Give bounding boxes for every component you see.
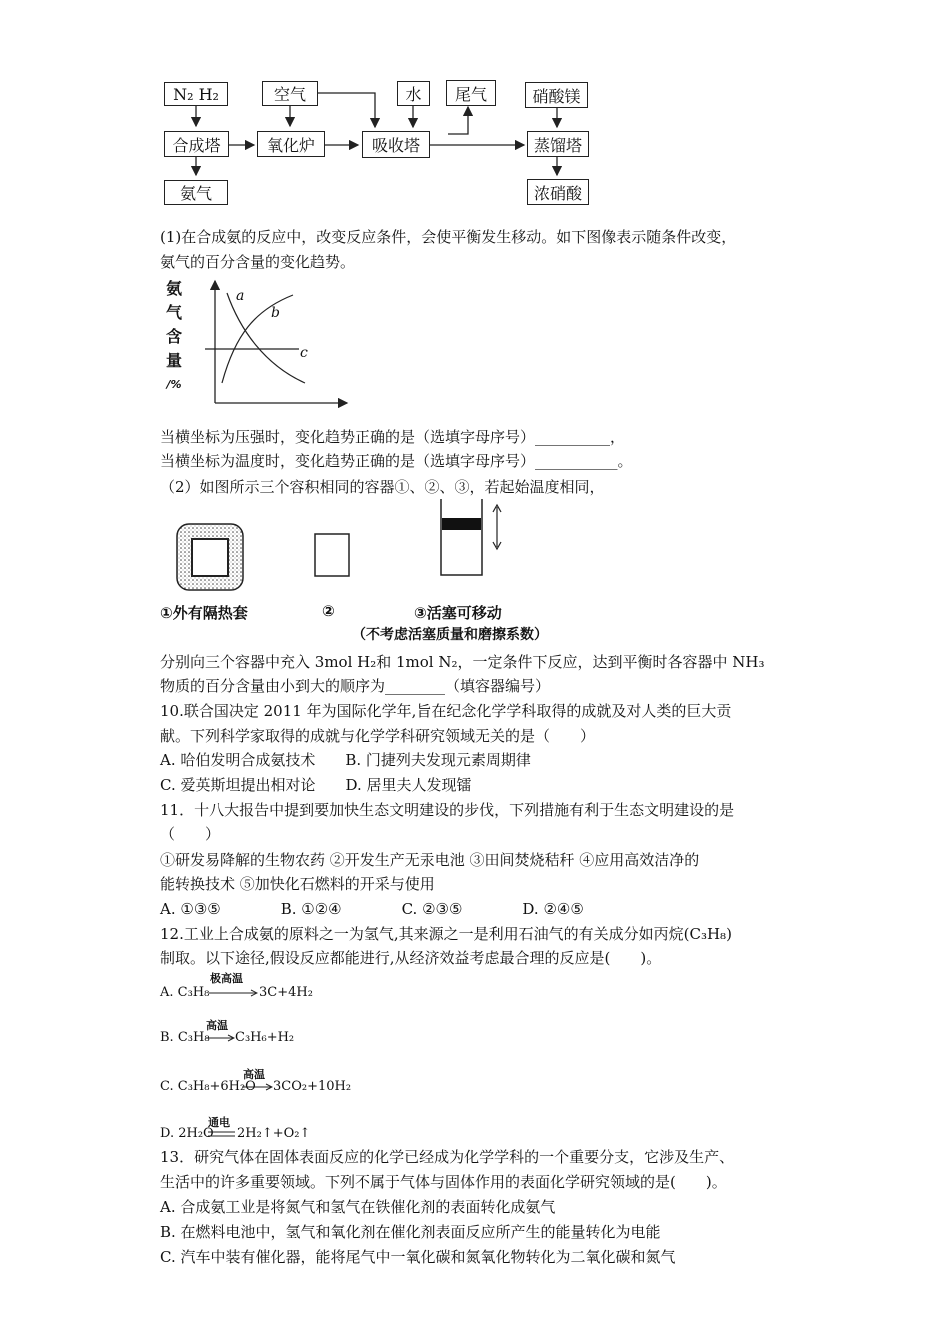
q13-option-c: C. 汽车中装有催化器，能将尾气中一氧化碳和氮氧化物转化为二氧化碳和氮气 — [160, 1248, 676, 1266]
containers-drawing — [160, 495, 560, 595]
graph-plot — [195, 275, 355, 415]
q12-b-arrow — [205, 1034, 235, 1042]
box-n2h2: N₂ H₂ — [164, 82, 228, 106]
container1-vessel — [192, 539, 228, 576]
q1-intro-line1: (1)在合成氨的反应中，改变反应条件，会使平衡发生移动。如下图像表示随条件改变， — [160, 228, 737, 246]
q1-intro-line2: 氨气的百分含量的变化趋势。 — [160, 253, 356, 271]
q12-d-equals — [207, 1130, 237, 1138]
container2-label: ② — [322, 602, 335, 620]
box-air: 空气 — [262, 81, 318, 106]
q13-option-b: B. 在燃料电池中，氢气和氧化剂在催化剂表面反应所产生的能量转化为电能 — [160, 1223, 661, 1241]
q10-stem-line2: 献。下列科学家取得的成就与化学学科研究领域无关的是（ ） — [160, 727, 596, 745]
q12-c-reactants: C. C₃H₈+6H₂O — [160, 1079, 256, 1094]
curve-c-label: c — [300, 345, 308, 361]
q2-intro: （2）如图所示三个容积相同的容器①、②、③，若起始温度相同， — [160, 478, 605, 496]
q2-line1: 分别向三个容器中充入 3mol H₂和 1mol N₂，一定条件下反应，达到平衡时各容器中 NH₃ — [160, 653, 765, 671]
arrow-absorption-to-tailgas — [448, 107, 468, 134]
graph-ylabel-char: /% — [166, 378, 182, 391]
container3-piston — [442, 518, 481, 530]
box-absorption-tower: 吸收塔 — [362, 131, 430, 158]
q11-stem-line2: （ ） — [160, 825, 221, 843]
q11-options: A. ①③⑤ B. ①②④ C. ②③⑤ D. ②④⑤ — [160, 900, 584, 918]
graph-ylabel — [163, 277, 185, 397]
q13-stem-line2: 生活中的许多重要领域。下列不属于气体与固体作用的表面化学研究领域的是( )。 — [160, 1173, 727, 1191]
q12-d-products: 2H₂↑+O₂↑ — [237, 1126, 311, 1141]
box-oxidation-furnace: 氧化炉 — [257, 131, 325, 157]
q12-a-products: 3C+4H₂ — [259, 985, 313, 1000]
q10-options-line2: C. 爱英斯坦提出相对论 D. 居里夫人发现镭 — [160, 776, 472, 794]
q1-pressure-line: 当横坐标为压强时，变化趋势正确的是（选填字母序号）__________， — [160, 428, 626, 446]
q11-items-line1: ①研发易降解的生物农药 ②开发生产无汞电池 ③田间焚烧秸秆 ④应用高效洁净的 — [160, 851, 700, 869]
container3-vessel — [441, 499, 482, 575]
graph-ylabel-char: 含 — [165, 327, 182, 346]
q12-a-reactants: A. C₃H₈ — [160, 985, 210, 1000]
q12-b-products: C₃H₆+H₂ — [235, 1030, 295, 1045]
q12-a-condition: 极高温 — [210, 972, 243, 985]
container-note: （不考虑活塞质量和磨擦系数） — [352, 627, 548, 643]
q1-temperature-line: 当横坐标为温度时，变化趋势正确的是（选填字母序号）___________。 — [160, 452, 633, 470]
curve-a-label: a — [236, 288, 245, 304]
container1-label: ①外有隔热套 — [160, 604, 248, 622]
q12-c-arrow — [241, 1083, 273, 1091]
box-ammonia: 氨气 — [164, 180, 228, 205]
q12-b-condition: 高温 — [206, 1019, 228, 1032]
curve-b-label: b — [271, 305, 280, 321]
q12-b-reactants: B. C₃H₈ — [160, 1030, 210, 1045]
q10-options-line1: A. 哈伯发明合成氨技术 B. 门捷列夫发现元素周期律 — [160, 751, 531, 769]
container2-vessel — [315, 534, 349, 576]
q12-d-condition: 通电 — [208, 1116, 230, 1129]
box-magnesium-nitrate: 硝酸镁 — [525, 82, 588, 108]
box-water: 水 — [397, 81, 430, 106]
graph-ylabel-char: 量 — [165, 351, 182, 370]
q12-stem-line2: 制取。以下途径,假设反应都能进行,从经济效益考虑最合理的反应是( )。 — [160, 949, 662, 967]
q10-stem-line1: 10.联合国决定 2011 年为国际化学年,旨在纪念化学学科取得的成就及对人类的巨大贡 — [160, 702, 732, 720]
box-tail-gas: 尾气 — [446, 80, 496, 106]
graph-ylabel-char: 氨 — [165, 279, 182, 298]
q13-option-a: A. 合成氨工业是将氮气和氢气在铁催化剂的表面转化成氨气 — [160, 1198, 556, 1216]
arrow-air-to-absorption — [318, 93, 375, 127]
q12-stem-line1: 12.工业上合成氨的原料之一为氢气,其来源之一是利用石油气的有关成分如丙烷(C₃H₈) — [160, 925, 732, 943]
q12-c-condition: 高温 — [243, 1068, 265, 1081]
q12-d-reactants: D. 2H₂O — [160, 1126, 214, 1141]
q12-c-products: 3CO₂+10H₂ — [273, 1079, 352, 1094]
q12-a-arrow — [208, 989, 258, 997]
curve-a — [227, 293, 305, 383]
q13-stem-line1: 13．研究气体在固体表面反应的化学已经成为化学学科的一个重要分支，它涉及生产、 — [160, 1148, 735, 1166]
graph-ylabel-char: 气 — [165, 303, 182, 322]
box-distillation-tower: 蒸馏塔 — [527, 131, 589, 157]
q2-line2: 物质的百分含量由小到大的顺序为________（填容器编号） — [160, 677, 551, 695]
q11-stem-line1: 11．十八大报告中提到要加快生态文明建设的步伐，下列措施有利于生态文明建设的是 — [160, 801, 735, 819]
q11-items-line2: 能转换技术 ⑤加快化石燃料的开采与使用 — [160, 875, 435, 893]
flow-arrows — [0, 0, 950, 215]
container3-label: ③活塞可移动 — [414, 604, 502, 622]
box-synthesis-tower: 合成塔 — [164, 131, 229, 157]
box-nitric-acid: 浓硝酸 — [527, 179, 589, 205]
